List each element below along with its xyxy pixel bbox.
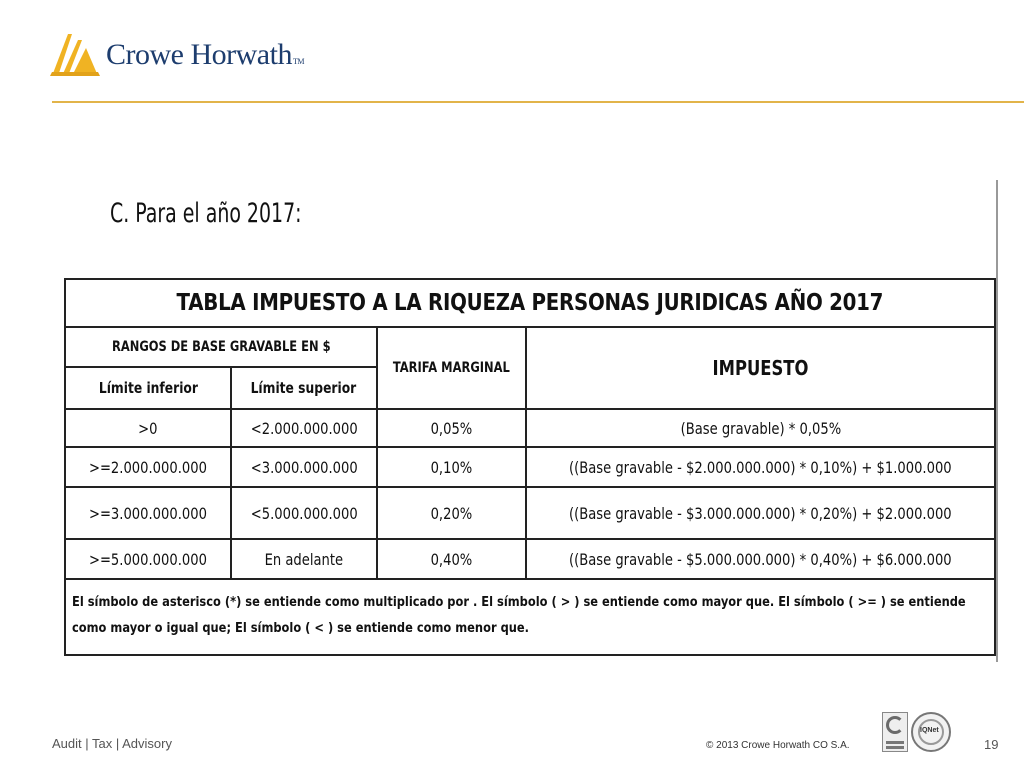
footer-copyright: © 2013 Crowe Horwath CO S.A. — [706, 740, 850, 751]
certification-badge-icon — [882, 712, 908, 752]
cell-impuesto: ((Base gravable - $5.000.000.000) * 0,40%) + $6.000.000 — [526, 539, 995, 579]
table-note-row — [65, 579, 995, 655]
cell-impuesto: (Base gravable) * 0,05% — [526, 409, 995, 447]
header-impuesto: IMPUESTO — [526, 327, 995, 409]
cell-tarifa: 0,40% — [377, 539, 527, 579]
logo-wordmark: Crowe HorwathTM — [106, 38, 304, 71]
scanned-table-image — [56, 180, 998, 664]
header-tarifa: TARIFA MARGINAL — [377, 327, 527, 409]
cell-superior: <5.000.000.000 — [231, 487, 377, 539]
cell-impuesto: ((Base gravable - $2.000.000.000) * 0,10%) + $1.000.000 — [526, 447, 995, 487]
slide-header — [0, 0, 1024, 104]
cell-inferior: >=5.000.000.000 — [65, 539, 231, 579]
iqnet-seal-icon — [911, 712, 951, 752]
cell-superior: <3.000.000.000 — [231, 447, 377, 487]
section-subtitle: C. Para el año 2017: — [110, 198, 302, 229]
page-number: 19 — [984, 737, 999, 752]
header-limite-inferior: Límite inferior — [65, 367, 231, 409]
table-title: TABLA IMPUESTO A LA RIQUEZA PERSONAS JURIDICAS AÑO 2017 — [65, 279, 995, 327]
cell-impuesto: ((Base gravable - $3.000.000.000) * 0,20%) + $2.000.000 — [526, 487, 995, 539]
footer-services: Audit | Tax | Advisory — [52, 736, 172, 751]
cell-inferior: >=2.000.000.000 — [65, 447, 231, 487]
cell-superior: En adelante — [231, 539, 377, 579]
logo-mark-icon — [48, 30, 102, 78]
wealth-tax-table — [64, 278, 996, 656]
table-note: El símbolo de asterisco (*) se entiende como multiplicado por . El símbolo ( > ) se entiende como mayor que. El símbolo ( >= ) se entiende como mayor o igual que; El símbolo ( < ) se entiende como menor que. — [65, 579, 995, 655]
table-row — [65, 409, 995, 447]
cell-inferior: >=3.000.000.000 — [65, 487, 231, 539]
iqnet-label: IQNet — [920, 727, 939, 734]
header-divider — [52, 101, 1024, 103]
header-ranges: RANGOS DE BASE GRAVABLE EN $ — [65, 327, 377, 367]
table-header-row — [65, 327, 995, 367]
table-row — [65, 487, 995, 539]
crowe-horwath-logo — [48, 30, 338, 80]
table-row — [65, 539, 995, 579]
header-limite-superior: Límite superior — [231, 367, 377, 409]
cell-inferior: >0 — [65, 409, 231, 447]
table-title-row — [65, 279, 995, 327]
cell-superior: <2.000.000.000 — [231, 409, 377, 447]
cell-tarifa: 0,05% — [377, 409, 527, 447]
cell-tarifa: 0,20% — [377, 487, 527, 539]
table-row — [65, 447, 995, 487]
cell-tarifa: 0,10% — [377, 447, 527, 487]
